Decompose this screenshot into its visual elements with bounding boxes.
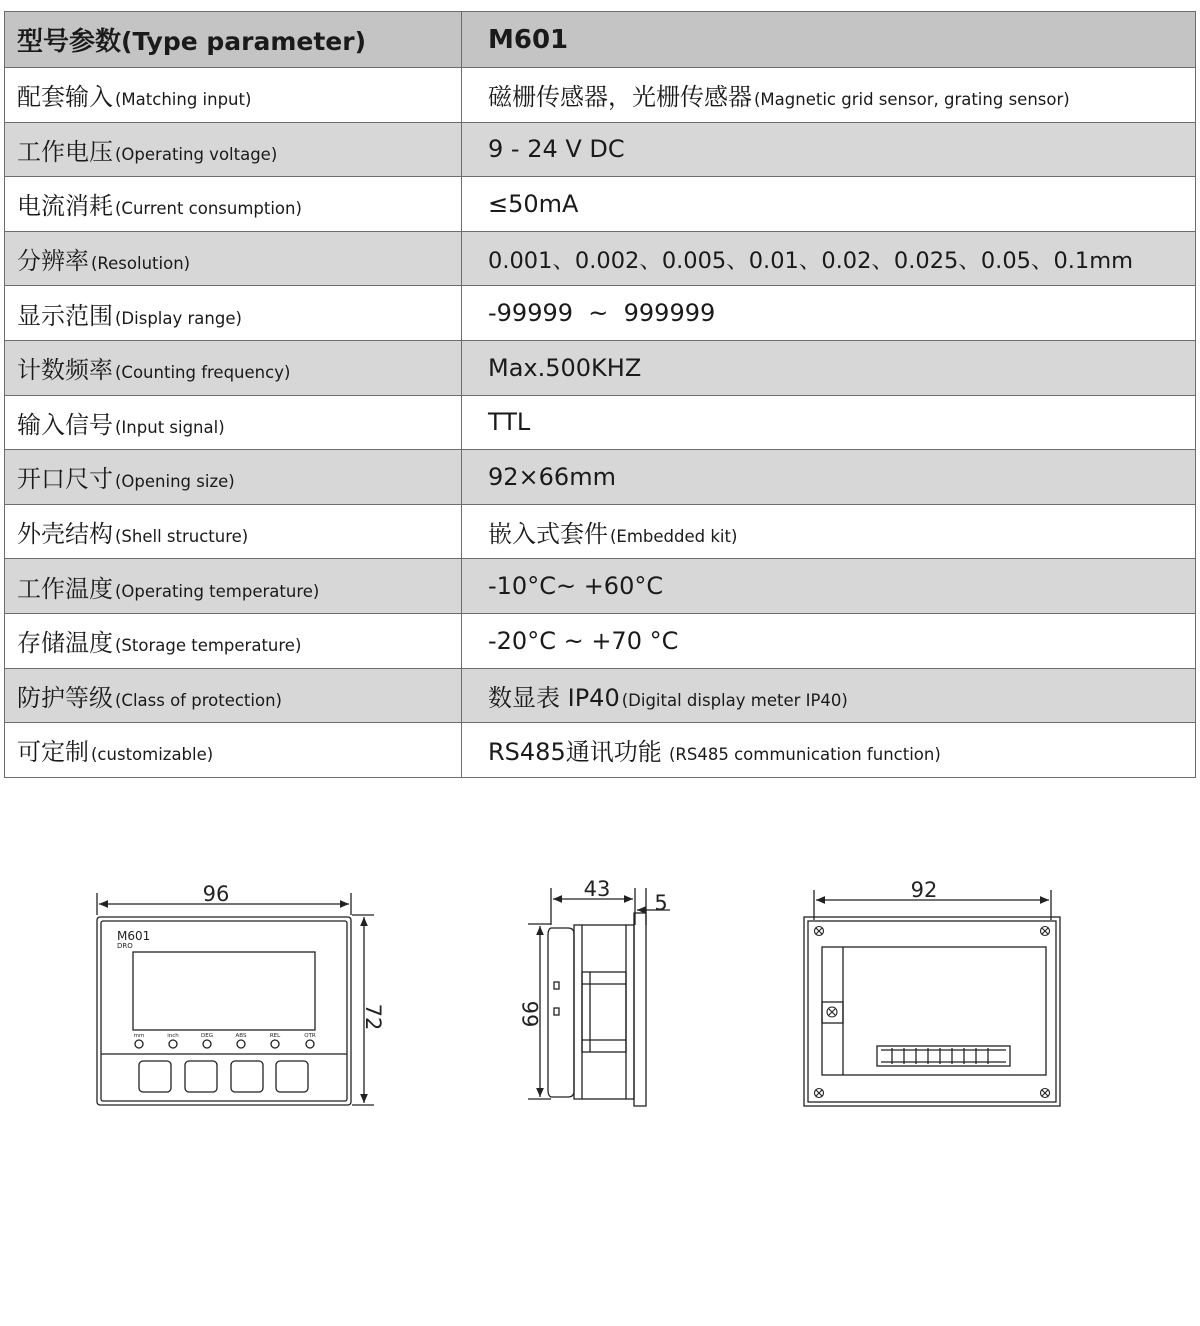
row-label-zh: 可定制 [17,738,89,767]
back-width-dim: 92 [910,878,938,902]
row-value: 92×66mm [462,450,1196,505]
table-row [5,559,1196,614]
row-value-en: (Digital display meter IP40) [621,690,848,710]
row-label-zh: 显示范围 [17,301,113,330]
header-model: M601 [462,12,1196,68]
row-label-zh: 开口尺寸 [17,465,113,494]
front-view-drawing [97,893,374,1105]
row-label-en: (Class of protection) [115,690,282,710]
front-width-dim: 96 [202,882,230,906]
row-label-zh: 工作电压 [17,137,113,166]
indicator-label: OTR [304,1033,316,1039]
side-depth-dim: 43 [583,877,611,901]
table-row [5,613,1196,668]
table-row [5,723,1196,778]
row-value: RS485通讯功能 [488,738,662,767]
row-value: Max.500KHZ [462,340,1196,395]
indicator-label: inch [167,1033,179,1039]
front-sub-text: DRO [117,942,133,950]
row-label-zh: 外壳结构 [17,520,113,549]
row-value: TTL [462,395,1196,450]
row-value: -20°C ~ +70 °C [462,613,1196,668]
table-row [5,231,1196,286]
indicator-label: REL [269,1033,281,1039]
row-label-en: (Operating voltage) [115,144,278,164]
row-label-zh: 工作温度 [17,574,113,603]
row-label-zh: 配套输入 [17,83,113,112]
indicator-label: mm [133,1033,145,1039]
row-label-en: (customizable) [91,745,214,765]
row-value-en: (Magnetic grid sensor, grating sensor) [754,90,1070,110]
indicator-label: ABS [235,1033,247,1039]
spec-table [4,11,1196,778]
indicator-label: DEG [201,1033,213,1039]
table-header-row [5,12,1196,68]
header-label-en: (Type parameter) [121,27,367,56]
row-value: 嵌入式套件 [488,520,608,549]
row-label-en: (Counting frequency) [115,363,291,383]
row-label-zh: 电流消耗 [17,192,113,221]
row-label-en: (Resolution) [91,254,191,274]
table-row [5,122,1196,177]
side-flange-dim: 5 [654,891,668,915]
table-row [5,340,1196,395]
table-row [5,395,1196,450]
table-row [5,68,1196,123]
row-label-zh: 输入信号 [17,410,113,439]
row-value: -99999 ~ 999999 [462,286,1196,341]
side-view-drawing [528,888,670,1106]
dimension-drawings [0,850,1200,1130]
row-value: 0.001、0.002、0.005、0.01、0.02、0.025、0.05、0.1mm [462,231,1196,286]
table-row [5,504,1196,559]
header-label-zh: 型号参数 [17,27,122,57]
row-value: -10°C~ +60°C [462,559,1196,614]
row-label-en: (Operating temperature) [115,581,320,601]
row-value-en: (Embedded kit) [610,527,738,547]
terminal-block [881,1048,1006,1064]
row-label-zh: 防护等级 [17,683,113,712]
row-label-en: (Storage temperature) [115,636,302,656]
row-value: ≤50mA [462,177,1196,232]
back-view-drawing [804,890,1060,1106]
indicator-labels [134,1033,316,1039]
row-label-en: (Current consumption) [115,199,302,219]
row-label-en: (Input signal) [115,417,225,437]
side-height-dim: 66 [519,1000,543,1028]
row-label-zh: 存储温度 [17,629,113,658]
row-label-en: (Shell structure) [115,527,249,547]
screw-icon [815,927,1050,1098]
row-value: 磁栅传感器，光栅传感器 [488,83,752,112]
row-label-zh: 分辨率 [17,247,89,276]
header-label-cell [5,12,462,68]
row-label-en: (Matching input) [115,90,252,110]
front-height-dim: 72 [361,1003,385,1031]
row-label-en: (Opening size) [115,472,235,492]
row-label-en: (Display range) [115,308,242,328]
table-row [5,177,1196,232]
table-row [5,450,1196,505]
table-row [5,286,1196,341]
row-value: 9 - 24 V DC [462,122,1196,177]
row-value: 数显表 IP40 [488,683,620,712]
table-row [5,668,1196,723]
front-model-text: M601 [117,929,151,943]
row-label-zh: 计数频率 [17,356,113,385]
row-value-en: (RS485 communication function) [663,745,941,765]
